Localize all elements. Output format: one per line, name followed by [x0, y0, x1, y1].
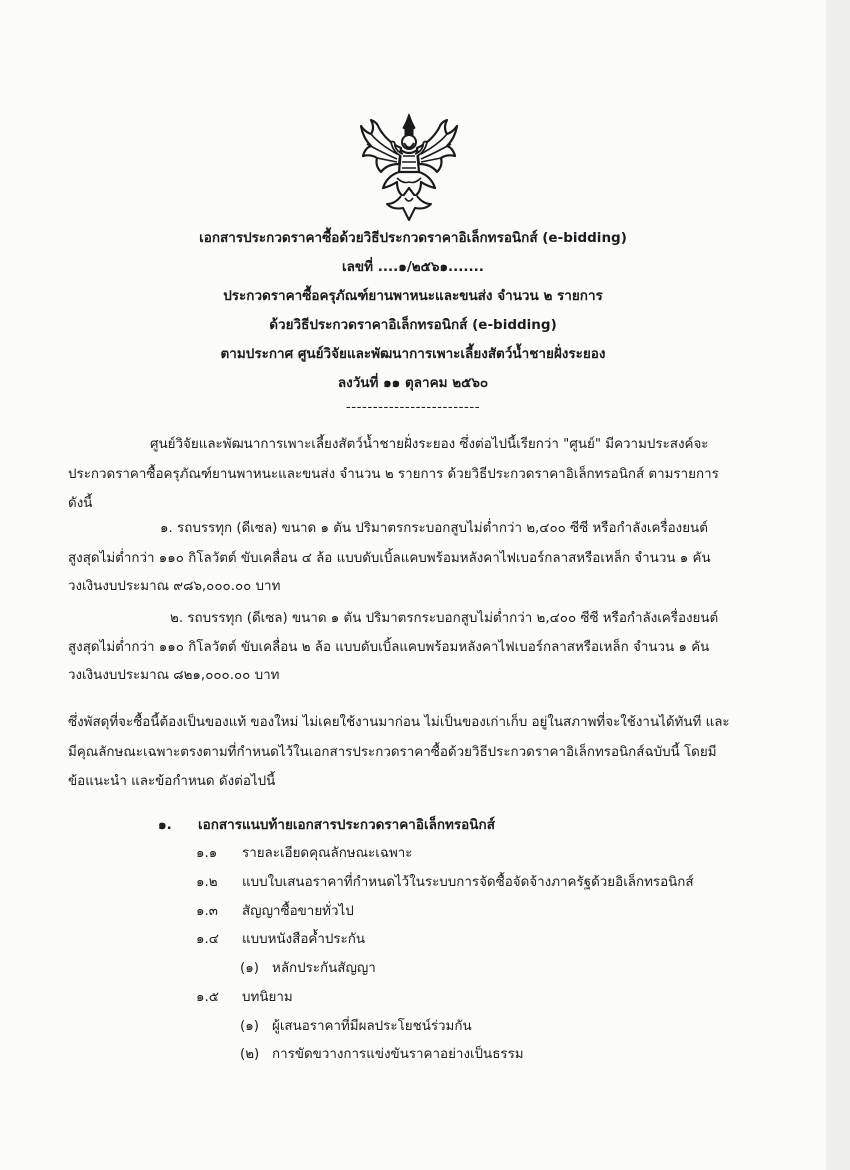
- conditions-line: มีคุณลักษณะเฉพาะตรงตามที่กำหนดไว้ในเอกสารประกวดราคาซื้อด้วยวิธีประกวดราคาอิเล็กทรอนิกส์ฉบับนี้ โดยมี: [68, 745, 717, 760]
- title-announcement: ตามประกาศ ศูนย์วิจัยและพัฒนาการเพาะเลี้ยงสัตว์น้ำชายฝั่งระยอง: [220, 346, 606, 362]
- scan-edge: [826, 0, 850, 1170]
- subitem-text: การขัดขวางการแข่งขันราคาอย่างเป็นธรรม: [272, 1047, 524, 1062]
- title-method: ด้วยวิธีประกวดราคาอิเล็กทรอนิกส์ (e-bidding): [269, 317, 557, 333]
- item-1-line: ๑. รถบรรทุก (ดีเซล) ขนาด ๑ ตัน ปริมาตรกระบอกสูบไม่ต่ำกว่า ๒,๔๐๐ ซีซี หรือกำลังเครื่องยนต์: [160, 521, 708, 536]
- title-procurement: ประกวดราคาซื้อครุภัณฑ์ยานพาหนะและขนส่ง จำนวน ๒ รายการ: [223, 288, 603, 304]
- document-title: เอกสารประกวดราคาซื้อด้วยวิธีประกวดราคาอิเล็กทรอนิกส์ (e-bidding): [199, 230, 627, 246]
- item-1-line: สูงสุดไม่ต่ำกว่า ๑๑๐ กิโลวัตต์ ขับเคลื่อน ๔ ล้อ แบบดับเบิ้ลแคบพร้อมหลังคาไฟเบอร์กลาสหรือเหล็ก จำนวน ๑ คัน: [68, 551, 711, 566]
- title-separator: -------------------------: [345, 399, 481, 415]
- subitem-number: (๒): [240, 1047, 260, 1062]
- subitem-text: หลักประกันสัญญา: [272, 961, 376, 976]
- intro-paragraph-line: ประกวดราคาซื้อครุภัณฑ์ยานพาหนะและขนส่ง จำนวน ๒ รายการ ด้วยวิธีประกวดราคาอิเล็กทรอนิกส์ ตามรายการ: [68, 467, 719, 482]
- conditions-line: ข้อแนะนำ และข้อกำหนด ดังต่อไปนี้: [68, 774, 276, 789]
- subitem-text: บทนิยาม: [242, 990, 293, 1005]
- item-1-budget: วงเงินงบประมาณ ๙๘๖,๐๐๐.๐๐ บาท: [68, 579, 281, 594]
- subitem-text: ผู้เสนอราคาที่มีผลประโยชน์ร่วมกัน: [272, 1019, 472, 1034]
- subitem-number: (๑): [240, 1019, 259, 1034]
- intro-paragraph-line: ศูนย์วิจัยและพัฒนาการเพาะเลี้ยงสัตว์น้ำชายฝั่งระยอง ซึ่งต่อไปนี้เรียกว่า "ศูนย์" มีความประสงค์จะ: [150, 437, 709, 452]
- subitem-number: ๑.๒: [196, 875, 218, 890]
- subitem-number: ๑.๓: [196, 904, 218, 919]
- subitem-text: สัญญาซื้อขายทั่วไป: [242, 904, 354, 919]
- document-date: ลงวันที่ ๑๑ ตุลาคม ๒๕๖๐: [337, 375, 489, 391]
- intro-paragraph-line: ดังนี้: [68, 496, 93, 511]
- document-number: เลขที่ ....๑/๒๕๖๑.......: [342, 259, 484, 275]
- item-2-line: สูงสุดไม่ต่ำกว่า ๑๑๐ กิโลวัตต์ ขับเคลื่อน ๒ ล้อ แบบดับเบิ้ลแคบพร้อมหลังคาไฟเบอร์กลาสหรือเหล็ก จำนวน ๑ คัน: [68, 640, 710, 655]
- subitem-number: (๑): [240, 961, 259, 976]
- item-2-budget: วงเงินงบประมาณ ๘๒๑,๐๐๐.๐๐ บาท: [68, 668, 280, 683]
- section-1-number: ๑.: [158, 817, 172, 833]
- subitem-text: รายละเอียดคุณลักษณะเฉพาะ: [242, 846, 413, 861]
- conditions-line: ซึ่งพัสดุที่จะซื้อนี้ต้องเป็นของแท้ ของใหม่ ไม่เคยใช้งานมาก่อน ไม่เป็นของเก่าเก็บ อยู่ในสภาพที่จะใช้งานได้ทันที และ: [68, 715, 730, 730]
- subitem-text: แบบใบเสนอราคาที่กำหนดไว้ในระบบการจัดซื้อจัดจ้างภาครัฐด้วยอิเล็กทรอนิกส์: [242, 875, 694, 890]
- subitem-number: ๑.๔: [196, 932, 219, 947]
- garuda-emblem-icon: [357, 112, 461, 222]
- subitem-text: แบบหนังสือค้ำประกัน: [242, 932, 365, 947]
- subitem-number: ๑.๕: [196, 990, 219, 1005]
- section-1-heading: เอกสารแนบท้ายเอกสารประกวดราคาอิเล็กทรอนิกส์: [198, 817, 495, 833]
- item-2-line: ๒. รถบรรทุก (ดีเซล) ขนาด ๑ ตัน ปริมาตรกระบอกสูบไม่ต่ำกว่า ๒,๔๐๐ ซีซี หรือกำลังเครื่องยนต์: [170, 611, 719, 626]
- subitem-number: ๑.๑: [196, 846, 218, 861]
